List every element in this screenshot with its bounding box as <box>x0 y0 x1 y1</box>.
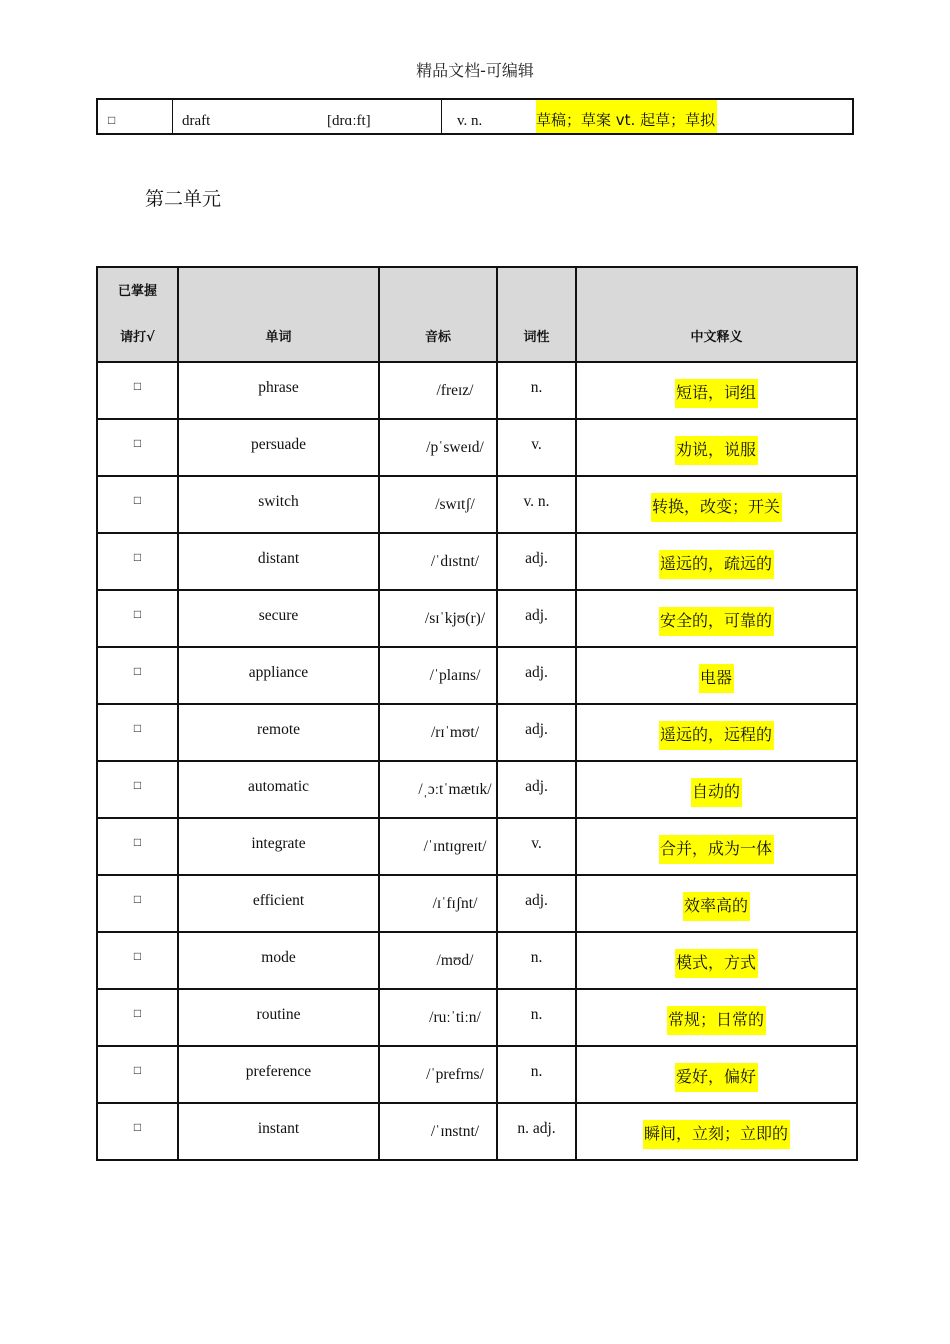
phonetic-cell: /ˈprefrns/ <box>426 1066 484 1084</box>
phonetic-cell-container <box>379 818 497 875</box>
phonetic-cell: /ˈdɪstnt/ <box>430 553 480 571</box>
table-row <box>97 875 857 932</box>
mastered-checkbox-container <box>97 590 178 647</box>
word-cell: routine <box>256 1006 301 1024</box>
mastered-checkbox-container <box>97 1103 178 1160</box>
pos-cell: v. <box>531 835 542 853</box>
mastered-checkbox[interactable]: □ <box>133 1006 142 1021</box>
word-cell: efficient <box>252 892 305 910</box>
word-cell: appliance <box>248 664 309 682</box>
mastered-checkbox[interactable]: □ <box>133 949 142 964</box>
vocab-table <box>96 266 858 1161</box>
meaning-cell: 草稿；草案 vt. 起草；草拟 <box>536 100 717 133</box>
pos-cell-container <box>497 590 576 647</box>
phonetic-cell-container <box>379 533 497 590</box>
meaning-cell: 效率高的 <box>683 892 750 921</box>
pos-cell: adj. <box>525 550 548 568</box>
phonetic-cell: /ruːˈtiːn/ <box>429 1009 481 1027</box>
mastered-checkbox-container <box>97 1046 178 1103</box>
meaning-cell-container <box>576 533 857 590</box>
meaning-cell-container <box>576 1046 857 1103</box>
word-cell-container <box>178 419 379 476</box>
mastered-checkbox[interactable]: □ <box>133 835 142 850</box>
phonetic-cell-container <box>379 362 497 419</box>
meaning-cell: 劝说，说服 <box>675 436 758 465</box>
phonetic-cell-container <box>379 647 497 704</box>
pos-cell-container <box>497 533 576 590</box>
table-row <box>97 362 857 419</box>
mastered-checkbox[interactable]: □ <box>133 493 142 508</box>
pos-cell-container <box>497 1046 576 1103</box>
table-row <box>97 818 857 875</box>
header-phonetic: 音标 <box>379 267 497 362</box>
word-cell-container <box>178 875 379 932</box>
phonetic-cell-container <box>379 989 497 1046</box>
table-row <box>97 533 857 590</box>
header-meaning: 中文释义 <box>576 267 857 362</box>
header-pos: 词性 <box>497 267 576 362</box>
meaning-cell-container <box>576 590 857 647</box>
mastered-checkbox[interactable]: □ <box>133 892 142 907</box>
word-cell: preference <box>245 1063 312 1081</box>
phonetic-cell-container <box>379 476 497 533</box>
pos-cell-container <box>497 476 576 533</box>
mastered-checkbox[interactable]: □ <box>133 664 142 679</box>
phonetic-cell: /mʊd/ <box>436 952 474 970</box>
page-header: 精品文档-可编辑 <box>416 61 534 80</box>
mastered-checkbox-container <box>97 362 178 419</box>
header-word: 单词 <box>178 267 379 362</box>
pos-cell-container <box>497 761 576 818</box>
previous-vocab-row <box>96 98 854 135</box>
phonetic-cell: /swɪtʃ/ <box>435 496 475 514</box>
unit-title: 第二单元 <box>145 188 222 210</box>
pos-cell: v. n. <box>523 493 550 511</box>
pos-cell-container <box>497 875 576 932</box>
mastered-checkbox[interactable]: □ <box>133 550 142 565</box>
mastered-checkbox[interactable]: □ <box>133 721 142 736</box>
phonetic-cell: /ɪˈfɪʃnt/ <box>432 895 478 913</box>
word-cell-container <box>178 362 379 419</box>
phonetic-cell-container <box>379 704 497 761</box>
word-cell-container <box>178 818 379 875</box>
meaning-cell: 遥远的，远程的 <box>659 721 774 750</box>
mastered-checkbox-container <box>97 647 178 704</box>
mastered-checkbox-container <box>97 476 178 533</box>
phonetic-cell: /pˈsweɪd/ <box>426 439 484 457</box>
phonetic-cell: [drɑːft] <box>327 113 371 129</box>
meaning-cell: 短语，词组 <box>675 379 758 408</box>
pos-cell: n. <box>530 1006 543 1024</box>
pos-cell: n. <box>530 1063 543 1081</box>
word-cell-container <box>178 647 379 704</box>
header-mastered <box>97 267 178 362</box>
pos-cell: adj. <box>525 607 548 625</box>
pos-cell: n. adj. <box>517 1120 556 1138</box>
pos-cell-container <box>497 932 576 989</box>
word-cell-container <box>178 1046 379 1103</box>
pos-cell-container <box>497 1103 576 1160</box>
pos-cell: n. <box>530 379 543 397</box>
table-row <box>97 590 857 647</box>
header-mastered-line2: 请打√ <box>120 329 155 345</box>
table-row <box>97 419 857 476</box>
meaning-cell-container <box>576 989 857 1046</box>
phonetic-cell: /sɪˈkjʊ(r)/ <box>424 610 486 628</box>
phonetic-cell-container <box>379 1046 497 1103</box>
word-cell: remote <box>256 721 301 739</box>
meaning-cell-container <box>576 875 857 932</box>
mastered-checkbox[interactable]: □ <box>133 1120 142 1135</box>
meaning-cell-container <box>576 704 857 761</box>
table-row <box>97 761 857 818</box>
pos-cell: adj. <box>525 664 548 682</box>
table-row <box>97 932 857 989</box>
pos-cell-container <box>497 419 576 476</box>
meaning-cell-container <box>576 362 857 419</box>
phonetic-cell-container <box>379 419 497 476</box>
meaning-cell: 电器 <box>699 664 734 693</box>
phonetic-cell-container <box>379 1103 497 1160</box>
pos-cell-container <box>497 818 576 875</box>
phonetic-cell: /ˈplaɪns/ <box>429 667 481 685</box>
pos-cell: v. <box>531 436 542 454</box>
mastered-checkbox[interactable]: □ <box>133 607 142 622</box>
meaning-cell: 合并，成为一体 <box>659 835 774 864</box>
table-row <box>97 647 857 704</box>
word-cell: secure <box>258 607 299 625</box>
pos-cell-container <box>497 704 576 761</box>
table-row <box>97 1046 857 1103</box>
meaning-cell: 转换，改变；开关 <box>651 493 782 522</box>
mastered-checkbox-container <box>97 533 178 590</box>
word-cell-container <box>178 590 379 647</box>
meaning-cell: 模式，方式 <box>675 949 758 978</box>
phonetic-cell-container <box>379 590 497 647</box>
phonetic-cell: /ˌɔːtˈmætɪk/ <box>418 781 492 799</box>
word-cell: draft <box>182 113 211 129</box>
pos-cell-container <box>497 989 576 1046</box>
word-cell-container <box>178 1103 379 1160</box>
meaning-cell: 爱好，偏好 <box>675 1063 758 1092</box>
meaning-cell-container <box>576 761 857 818</box>
word-cell-container <box>178 533 379 590</box>
mastered-checkbox[interactable]: □ <box>108 113 116 127</box>
phonetic-cell: /ˈɪntɪɡreɪt/ <box>423 838 487 856</box>
pos-cell: n. <box>530 949 543 967</box>
mastered-checkbox-container <box>97 875 178 932</box>
mastered-checkbox-container <box>97 761 178 818</box>
meaning-cell: 安全的，可靠的 <box>659 607 774 636</box>
word-cell-container <box>178 989 379 1046</box>
phonetic-cell-container <box>379 875 497 932</box>
meaning-cell: 遥远的，疏远的 <box>659 550 774 579</box>
mastered-checkbox[interactable]: □ <box>133 436 142 451</box>
mastered-checkbox-container <box>97 704 178 761</box>
mastered-checkbox[interactable]: □ <box>133 778 142 793</box>
word-cell: mode <box>261 949 296 967</box>
word-cell-container <box>178 761 379 818</box>
pos-cell: v. n. <box>457 113 483 129</box>
word-cell: integrate <box>251 835 306 853</box>
meaning-cell-container <box>576 818 857 875</box>
mastered-checkbox[interactable]: □ <box>133 1063 142 1078</box>
meaning-cell: 自动的 <box>691 778 742 807</box>
meaning-cell-container <box>576 1103 857 1160</box>
header-mastered-line1: 已掌握 <box>117 284 157 299</box>
mastered-checkbox-container <box>97 989 178 1046</box>
mastered-checkbox-container <box>97 932 178 989</box>
mastered-checkbox-container <box>97 419 178 476</box>
word-cell-container <box>178 476 379 533</box>
table-row <box>97 1103 857 1160</box>
table-row <box>97 989 857 1046</box>
pos-cell-container <box>497 362 576 419</box>
word-cell: automatic <box>247 778 310 796</box>
phonetic-cell: /freɪz/ <box>436 382 474 400</box>
meaning-cell-container <box>576 419 857 476</box>
phonetic-cell: /rɪˈmʊt/ <box>430 724 480 742</box>
pos-cell-container <box>497 647 576 704</box>
word-cell-container <box>178 704 379 761</box>
mastered-checkbox[interactable]: □ <box>133 379 142 394</box>
pos-cell: adj. <box>525 778 548 796</box>
table-row <box>97 476 857 533</box>
mastered-checkbox-container <box>97 818 178 875</box>
table-row <box>97 704 857 761</box>
phonetic-cell-container <box>379 761 497 818</box>
phonetic-cell: /ˈɪnstnt/ <box>430 1123 480 1141</box>
word-cell: switch <box>258 493 299 511</box>
word-cell: phrase <box>258 379 299 397</box>
word-cell: distant <box>257 550 300 568</box>
word-cell: persuade <box>250 436 307 454</box>
meaning-cell-container <box>576 647 857 704</box>
meaning-cell: 瞬间，立刻；立即的 <box>643 1120 790 1149</box>
table-header-row <box>97 267 857 362</box>
meaning-cell-container <box>576 932 857 989</box>
pos-cell: adj. <box>525 721 548 739</box>
phonetic-cell-container <box>379 932 497 989</box>
pos-cell: adj. <box>525 892 548 910</box>
word-cell-container <box>178 932 379 989</box>
word-cell: instant <box>257 1120 300 1138</box>
meaning-cell: 常规；日常的 <box>667 1006 766 1035</box>
meaning-cell-container <box>576 476 857 533</box>
